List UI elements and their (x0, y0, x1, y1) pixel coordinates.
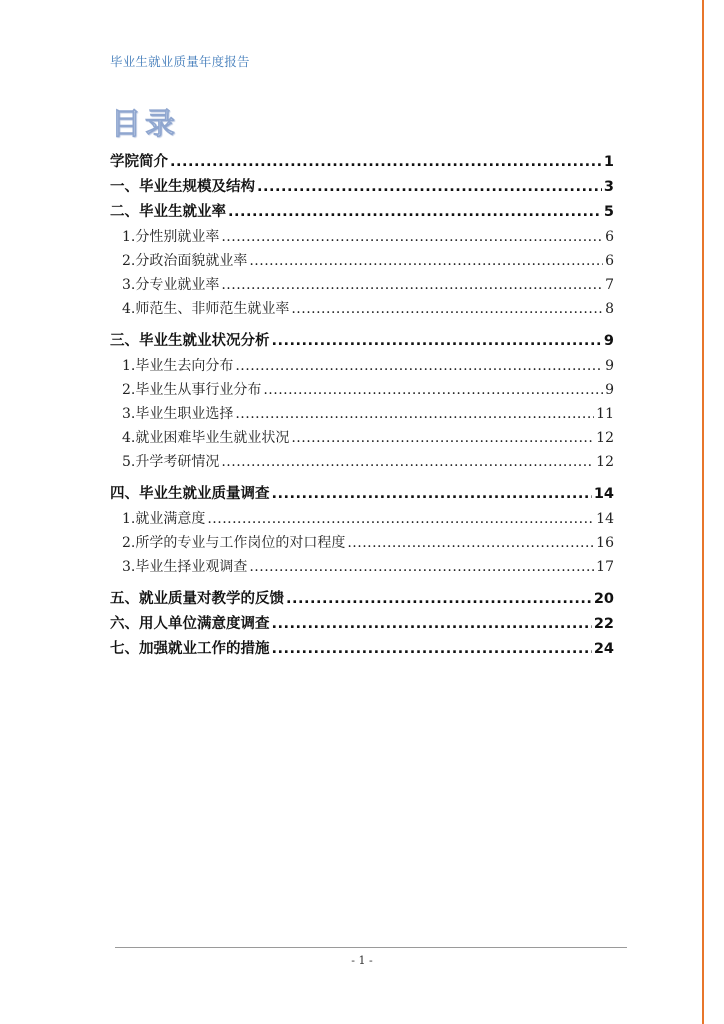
toc-dot-leader (228, 200, 602, 225)
toc-subsection-entry[interactable] (110, 273, 614, 297)
toc-entry-label: 六、用人单位满意度调查 (110, 616, 270, 632)
toc-title: 目录 (111, 107, 179, 142)
toc-subsection-entry[interactable] (110, 531, 614, 555)
toc-entry-label: 2.分政治面貌就业率 (122, 253, 248, 269)
toc-entry-label: 七、加强就业工作的措施 (110, 641, 270, 657)
toc-entry-label: 1.分性别就业率 (122, 229, 220, 245)
toc-entry-page-number: 8 (605, 301, 614, 317)
toc-entry-page-number: 12 (596, 454, 614, 470)
toc-dot-leader (272, 329, 602, 354)
toc-section-entry[interactable] (110, 587, 614, 612)
toc-subsection-entry[interactable] (110, 426, 614, 450)
toc-entry-page-number: 5 (603, 204, 614, 220)
toc-dot-leader (249, 555, 594, 579)
toc-section-entry[interactable] (110, 482, 614, 507)
toc-list (110, 150, 614, 662)
toc-entry-page-number: 1 (603, 154, 614, 170)
toc-entry-label: 4.就业困难毕业生就业状况 (122, 430, 290, 446)
toc-entry-page-number: 22 (593, 616, 614, 632)
toc-entry-page-number: 9 (605, 358, 614, 374)
toc-section-entry[interactable] (110, 329, 614, 354)
toc-entry-page-number: 20 (593, 591, 614, 607)
toc-entry-page-number: 6 (605, 229, 614, 245)
toc-entry-label: 二、毕业生就业率 (110, 204, 226, 220)
toc-dot-leader (170, 150, 602, 175)
running-header: 毕业生就业质量年度报告 (110, 54, 250, 69)
toc-dot-leader (272, 612, 592, 637)
toc-dot-leader (257, 175, 602, 200)
toc-dot-leader (291, 426, 594, 450)
toc-entry-page-number: 14 (596, 511, 614, 527)
toc-dot-leader (291, 297, 603, 321)
toc-section-entry[interactable] (110, 150, 614, 175)
toc-dot-leader (221, 450, 594, 474)
toc-entry-label: 1.就业满意度 (122, 511, 206, 527)
toc-dot-leader (221, 273, 603, 297)
toc-dot-leader (221, 225, 603, 249)
page-number: - 1 - (351, 954, 373, 967)
toc-section-entry[interactable] (110, 637, 614, 662)
toc-subsection-entry[interactable] (110, 225, 614, 249)
toc-entry-label: 5.升学考研情况 (122, 454, 220, 470)
toc-entry-page-number: 3 (603, 179, 614, 195)
toc-entry-page-number: 11 (596, 406, 614, 422)
toc-entry-label: 学院简介 (110, 154, 168, 170)
toc-subsection-entry[interactable] (110, 402, 614, 426)
toc-entry-page-number: 14 (593, 486, 614, 502)
toc-entry-page-number: 17 (596, 559, 614, 575)
toc-section-entry[interactable] (110, 175, 614, 200)
toc-entry-label: 一、毕业生规模及结构 (110, 179, 255, 195)
footer-rule (115, 947, 627, 948)
page-edge-line (702, 0, 704, 1024)
toc-subsection-entry[interactable] (110, 354, 614, 378)
toc-entry-page-number: 24 (593, 641, 614, 657)
toc-entry-page-number: 9 (603, 333, 614, 349)
toc-dot-leader (249, 249, 603, 273)
toc-entry-label: 三、毕业生就业状况分析 (110, 333, 270, 349)
toc-entry-page-number: 16 (596, 535, 614, 551)
toc-dot-leader (235, 402, 594, 426)
toc-entry-label: 4.师范生、非师范生就业率 (122, 301, 290, 317)
toc-dot-leader (272, 482, 592, 507)
toc-entry-label: 2.毕业生从事行业分布 (122, 382, 262, 398)
toc-entry-label: 3.毕业生择业观调查 (122, 559, 248, 575)
toc-section-entry[interactable] (110, 612, 614, 637)
toc-entry-label: 四、毕业生就业质量调查 (110, 486, 270, 502)
toc-entry-label: 1.毕业生去向分布 (122, 358, 234, 374)
toc-subsection-entry[interactable] (110, 297, 614, 321)
toc-subsection-entry[interactable] (110, 450, 614, 474)
toc-dot-leader (272, 637, 592, 662)
toc-subsection-entry[interactable] (110, 249, 614, 273)
toc-entry-label: 五、就业质量对教学的反馈 (110, 591, 284, 607)
toc-entry-label: 2.所学的专业与工作岗位的对口程度 (122, 535, 346, 551)
toc-dot-leader (347, 531, 594, 555)
toc-section-entry[interactable] (110, 200, 614, 225)
toc-entry-label: 3.分专业就业率 (122, 277, 220, 293)
toc-dot-leader (207, 507, 594, 531)
toc-entry-page-number: 9 (605, 382, 614, 398)
toc-subsection-entry[interactable] (110, 555, 614, 579)
toc-entry-page-number: 12 (596, 430, 614, 446)
toc-entry-page-number: 6 (605, 253, 614, 269)
toc-dot-leader (235, 354, 603, 378)
toc-entry-page-number: 7 (605, 277, 614, 293)
toc-dot-leader (286, 587, 592, 612)
toc-subsection-entry[interactable] (110, 507, 614, 531)
toc-entry-label: 3.毕业生职业选择 (122, 406, 234, 422)
toc-subsection-entry[interactable] (110, 378, 614, 402)
toc-dot-leader (263, 378, 603, 402)
